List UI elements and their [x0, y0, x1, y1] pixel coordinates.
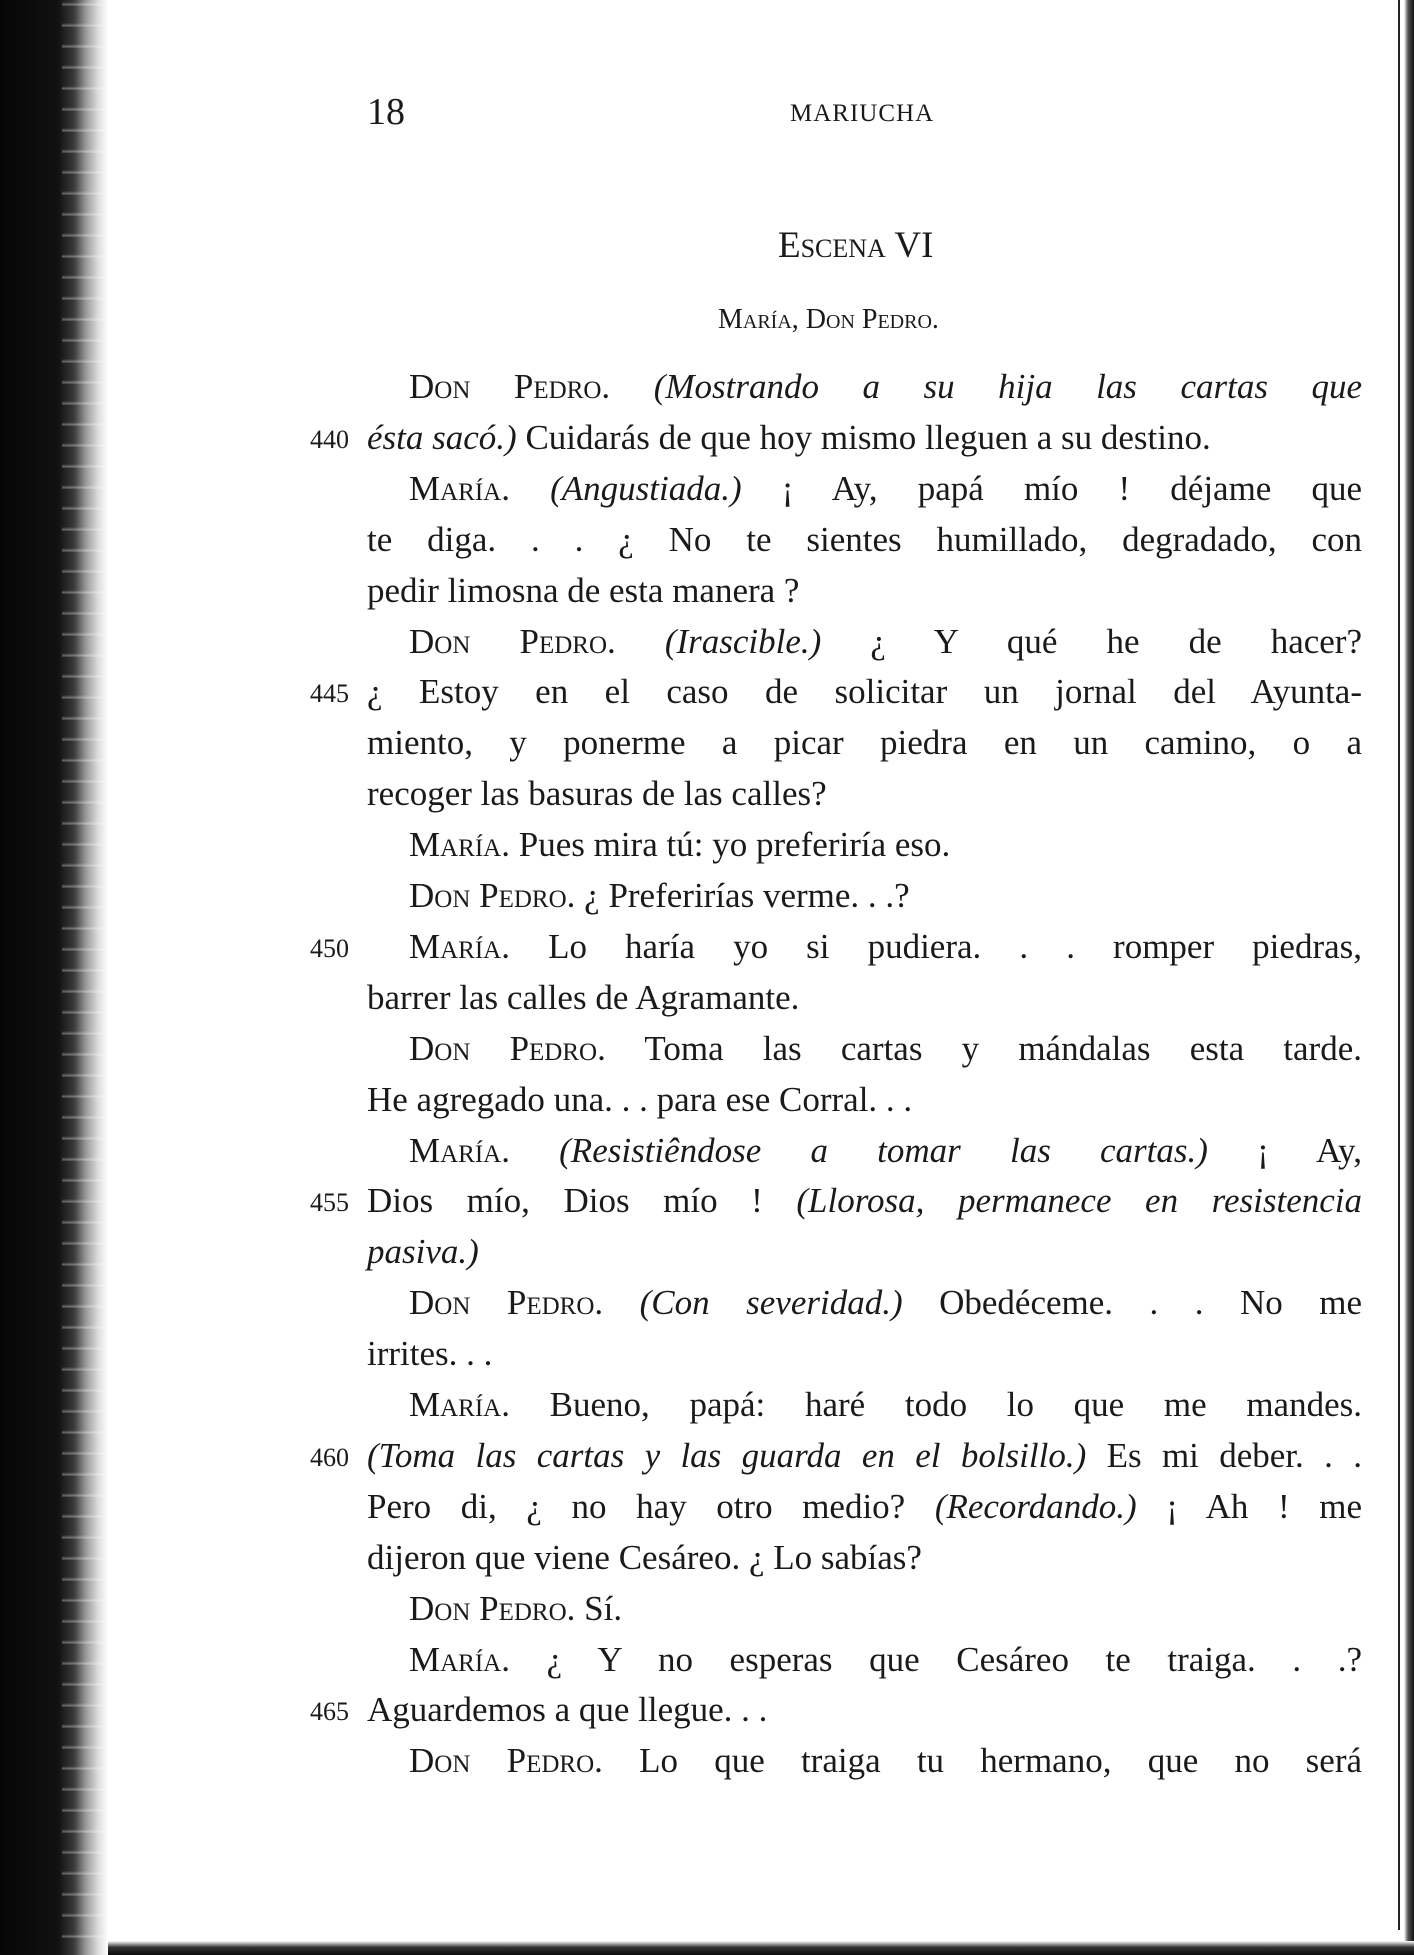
speech-line [409, 821, 1362, 869]
speaker-name: Don Pedro. [409, 367, 611, 406]
line-text: miento, y ponerme a picar piedra en un camino, o a [367, 723, 1362, 763]
line-text: ¿ Preferirías verme. . .? [584, 876, 910, 915]
line-text: dijeron que viene Cesáreo. ¿ Lo sabías? [367, 1537, 922, 1577]
speaker-name: María. [409, 926, 510, 966]
stage-direction: (Recordando.) [934, 1486, 1137, 1526]
verse-line-number: 465 [310, 1697, 349, 1727]
line-text: Lo que traiga tu hermano, que no será [639, 1741, 1363, 1781]
page-edge-left [0, 0, 108, 1955]
speech-line [409, 618, 1362, 666]
line-text: pedir limosna de esta manera ? [367, 570, 800, 610]
stage-direction: (Angustiada.) [550, 468, 742, 508]
line-text: Pues mira tú: yo preferiría eso. [518, 825, 951, 865]
line-text-after: Cuidarás de que hoy mismo lleguen a su destino. [516, 417, 1211, 457]
text-line [367, 1686, 1362, 1734]
line-text: te diga. . . ¿ No te sientes humillado, degradado, con [367, 519, 1362, 559]
speech-line [409, 1381, 1362, 1429]
text-line [367, 1228, 1362, 1276]
page-number: 18 [367, 91, 405, 133]
speaker-name: Don Pedro. [409, 1588, 576, 1628]
stage-direction: pasiva.) [367, 1232, 479, 1272]
text-line [367, 770, 1362, 818]
page-edge-bottom [108, 1941, 1414, 1955]
stage-direction: (Mostrando a su hija las cartas que [653, 367, 1362, 406]
line-text: Pero di, ¿ no hay otro medio? [367, 1486, 935, 1526]
line-text: Toma las cartas y mándalas esta tarde. [644, 1028, 1362, 1068]
stage-direction: (Resistiêndose a tomar las cartas.) [559, 1130, 1208, 1170]
line-text-after: Obedéceme. . . No me [902, 1283, 1362, 1323]
line-text: Sí. [584, 1588, 623, 1628]
verse-line-number: 460 [310, 1442, 349, 1472]
stage-direction: (Con severidad.) [639, 1283, 903, 1323]
text-line [367, 1076, 1362, 1124]
line-text: He agregado una. . . para ese Corral. . . [367, 1079, 913, 1119]
speaker-name: Don Pedro. [409, 876, 576, 915]
line-text: ¿ Y no esperas que Cesáreo te traiga. . .? [546, 1639, 1362, 1679]
text-line [367, 516, 1362, 564]
text-line [367, 668, 1362, 716]
speaker-name: Don Pedro. [409, 621, 616, 661]
speech-line [409, 1025, 1362, 1073]
speech-line [409, 1585, 1362, 1633]
speech-line [409, 1127, 1362, 1175]
speaker-name: Don Pedro. [409, 1741, 603, 1781]
speech-line [409, 465, 1362, 513]
stage-direction: (Irascible.) [664, 621, 822, 661]
line-text: Bueno, papá: haré todo lo que me mandes. [549, 1385, 1362, 1424]
text-line [367, 567, 1362, 615]
speech-line [409, 923, 1362, 971]
text-line [367, 974, 1362, 1022]
stage-direction: (Llorosa, permanece en resistencia [796, 1181, 1362, 1221]
line-text-after: ¡ Ah ! me [1136, 1486, 1362, 1526]
stage-direction: (Toma las cartas y las guarda en el bolsillo.) [367, 1435, 1087, 1475]
stage-direction: ésta sacó.) [367, 417, 517, 457]
line-text-after: Es mi deber. . . [1086, 1435, 1362, 1475]
text-line [367, 719, 1362, 767]
text-line [367, 414, 1362, 462]
scene-title: Escena VI [778, 225, 934, 266]
speech-line [409, 1636, 1362, 1684]
line-text-after: ¡ Ay, papá mío ! déjame que [741, 468, 1362, 508]
line-text-after: ¡ Ay, [1207, 1130, 1362, 1170]
verse-line-number: 445 [310, 679, 349, 709]
line-text-after: ¿ Y qué he de hacer? [821, 621, 1362, 661]
speaker-name: Don Pedro. [409, 1283, 604, 1323]
verse-line-number: 450 [310, 933, 349, 963]
speech-line [409, 1279, 1362, 1327]
line-text: irrites. . . [367, 1334, 493, 1374]
speech-line [409, 872, 1362, 920]
speaker-name: María. [409, 1639, 510, 1679]
line-text: Lo haría yo si pudiera. . . romper piedras, [548, 926, 1363, 966]
text-line [367, 1432, 1362, 1480]
speaker-name: María. [409, 1130, 510, 1170]
speaker-name: María. [409, 1385, 510, 1424]
verse-line-number: 455 [310, 1188, 349, 1218]
page-edge-right-line [1398, 0, 1400, 1930]
running-head: MARIUCHA [790, 100, 935, 127]
text-line [367, 1330, 1362, 1378]
speaker-name: María. [409, 468, 510, 508]
line-text: recoger las basuras de las calles? [367, 774, 827, 814]
scene-characters: María, Don Pedro. [718, 304, 939, 335]
speech-line [409, 363, 1362, 411]
line-text: barrer las calles de Agramante. [367, 977, 800, 1017]
speaker-name: María. [409, 825, 510, 865]
text-line [367, 1483, 1362, 1531]
verse-line-number: 440 [310, 424, 349, 454]
speech-line [409, 1737, 1362, 1785]
line-text: Aguardemos a que llegue. . . [367, 1690, 768, 1730]
line-text: Dios mío, Dios mío ! [367, 1181, 797, 1221]
speaker-name: Don Pedro. [409, 1028, 606, 1068]
page-edge-right [1404, 0, 1414, 1955]
text-line [367, 1177, 1362, 1225]
line-text: ¿ Estoy en el caso de solicitar un jornal del Ayunta- [367, 672, 1362, 712]
text-line [367, 1534, 1362, 1582]
